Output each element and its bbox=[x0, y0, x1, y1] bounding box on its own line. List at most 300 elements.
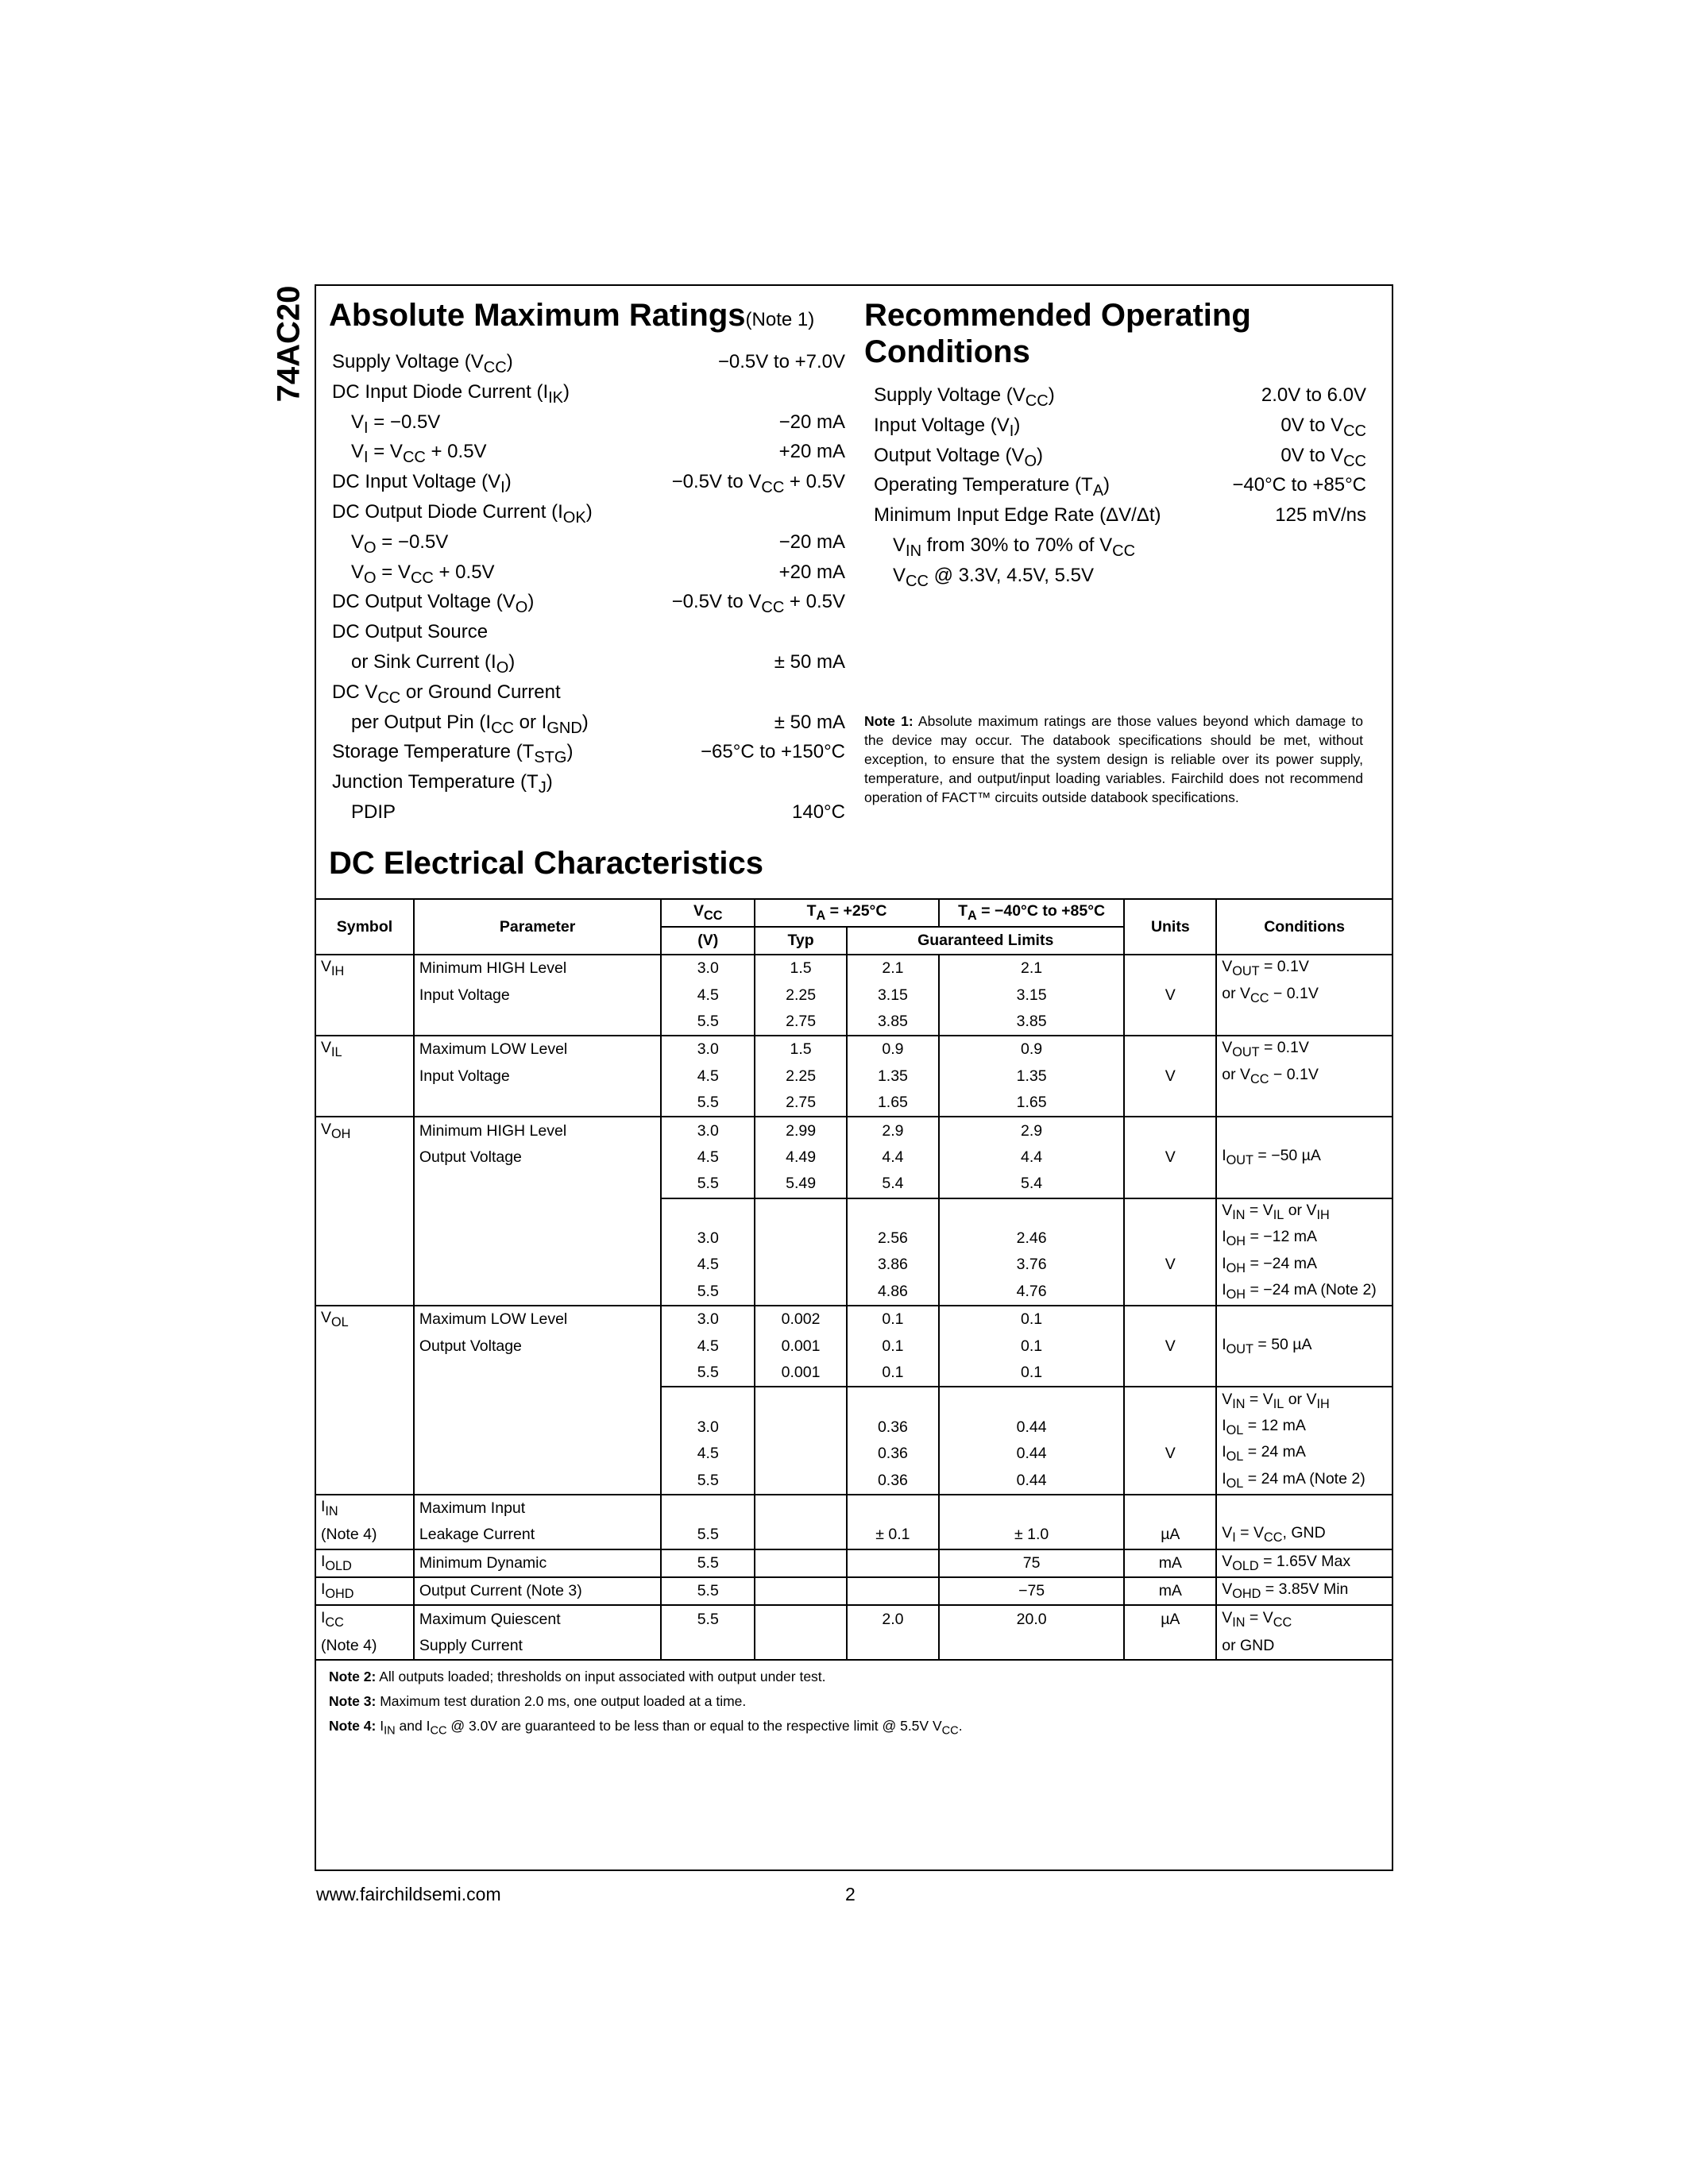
hdr-vcc: $V_{CC}$ bbox=[661, 899, 755, 927]
hdr-symbol: Symbol bbox=[315, 899, 414, 955]
cell-vcc: 3.0 bbox=[661, 1414, 755, 1441]
cell-units bbox=[1124, 1467, 1216, 1494]
cell-units bbox=[1124, 1360, 1216, 1387]
cell-parameter: Input Voltage bbox=[414, 982, 661, 1008]
cell-typ: 1.5 bbox=[755, 1036, 847, 1063]
cell-limit-25: 0.1 bbox=[847, 1360, 939, 1387]
cell-typ: 2.75 bbox=[755, 1090, 847, 1117]
cell-limit-range: −75 bbox=[939, 1577, 1125, 1605]
cell-typ bbox=[755, 1495, 847, 1522]
cell-limit-25: 0.1 bbox=[847, 1333, 939, 1359]
abs-max-label: $V_O = V_{CC} + 0.5V$ bbox=[351, 561, 495, 587]
cell-typ: 5.49 bbox=[755, 1171, 847, 1198]
cell-conditions: or $V_{CC} - 0.1V$ bbox=[1216, 1063, 1393, 1090]
cell-limit-range bbox=[939, 1198, 1125, 1225]
cell-limit-25: 0.36 bbox=[847, 1414, 939, 1441]
cell-parameter: Leakage Current bbox=[414, 1522, 661, 1549]
cell-typ bbox=[755, 1279, 847, 1306]
cell-limit-25 bbox=[847, 1387, 939, 1414]
table-row bbox=[315, 1414, 1393, 1441]
cell-typ: 2.25 bbox=[755, 1063, 847, 1090]
abs-max-row bbox=[332, 617, 845, 647]
cell-typ bbox=[755, 1577, 847, 1605]
table-notes bbox=[329, 1665, 963, 1744]
abs-max-row bbox=[332, 587, 845, 617]
cell-parameter bbox=[414, 1414, 661, 1441]
cell-limit-25: 5.4 bbox=[847, 1171, 939, 1198]
cell-conditions: or $V_{CC} - 0.1V$ bbox=[1216, 982, 1393, 1008]
rec-op-title-line2: Conditions bbox=[864, 334, 1030, 369]
table-row bbox=[315, 1036, 1393, 1063]
abs-max-label: per Output Pin ($I_{CC}$ or $I_{GND}$) bbox=[351, 711, 589, 737]
cell-typ: 2.99 bbox=[755, 1117, 847, 1144]
cell-symbol bbox=[315, 1198, 414, 1225]
cell-parameter: Maximum LOW Level bbox=[414, 1306, 661, 1333]
rec-op-label: $V_{IN}$ from 30% to 70% of $V_{CC}$ bbox=[893, 534, 1136, 560]
cell-units bbox=[1124, 1117, 1216, 1144]
hdr-ta25: $T_A = +25^\circ C$ bbox=[755, 899, 939, 927]
cell-symbol: $I_{OLD}$ bbox=[315, 1549, 414, 1577]
table-row bbox=[315, 1467, 1393, 1494]
abs-max-title-text: Absolute Maximum Ratings bbox=[329, 298, 746, 333]
cell-units bbox=[1124, 1279, 1216, 1306]
cell-symbol bbox=[315, 1252, 414, 1278]
cell-limit-25: 3.86 bbox=[847, 1252, 939, 1278]
abs-max-row bbox=[332, 407, 845, 438]
cell-limit-25: 2.56 bbox=[847, 1225, 939, 1252]
cell-limit-range: 3.76 bbox=[939, 1252, 1125, 1278]
abs-max-value: +20 mA bbox=[778, 561, 845, 583]
cell-parameter bbox=[414, 1467, 661, 1494]
cell-units bbox=[1124, 1171, 1216, 1198]
abs-max-value: ± 50 mA bbox=[774, 650, 845, 673]
cell-units: µA bbox=[1124, 1605, 1216, 1632]
cell-limit-range: 5.4 bbox=[939, 1171, 1125, 1198]
cell-conditions bbox=[1216, 1306, 1393, 1333]
abs-max-label: DC Input Voltage $(V_I)$ bbox=[332, 471, 512, 496]
cell-typ bbox=[755, 1605, 847, 1632]
note-1 bbox=[864, 712, 1363, 807]
cell-vcc bbox=[661, 1495, 755, 1522]
cell-vcc bbox=[661, 1387, 755, 1414]
side-part-number bbox=[270, 284, 308, 403]
cell-parameter bbox=[414, 1252, 661, 1278]
rec-op-label: Output Voltage $(V_O)$ bbox=[874, 444, 1044, 470]
cell-limit-range: 2.46 bbox=[939, 1225, 1125, 1252]
cell-symbol bbox=[315, 1467, 414, 1494]
cell-parameter: Maximum Input bbox=[414, 1495, 661, 1522]
cell-vcc: 5.5 bbox=[661, 1549, 755, 1577]
cell-limit-25: 2.9 bbox=[847, 1117, 939, 1144]
cell-units bbox=[1124, 1009, 1216, 1036]
cell-limit-25 bbox=[847, 1198, 939, 1225]
cell-limit-25: 3.85 bbox=[847, 1009, 939, 1036]
cell-typ: 2.25 bbox=[755, 982, 847, 1008]
cell-parameter: Maximum Quiescent bbox=[414, 1605, 661, 1632]
cell-vcc bbox=[661, 1633, 755, 1660]
cell-vcc: 3.0 bbox=[661, 1225, 755, 1252]
cell-limit-range: 1.35 bbox=[939, 1063, 1125, 1090]
cell-conditions: $I_{OH} = -12$ mA bbox=[1216, 1225, 1393, 1252]
cell-parameter bbox=[414, 1198, 661, 1225]
cell-parameter: Output Voltage bbox=[414, 1144, 661, 1171]
cell-symbol bbox=[315, 1414, 414, 1441]
dc-title: DC Electrical Characteristics bbox=[329, 846, 763, 881]
cell-conditions: $V_{IN} = V_{CC}$ bbox=[1216, 1605, 1393, 1632]
rec-op-list bbox=[874, 380, 1366, 591]
cell-typ bbox=[755, 1633, 847, 1660]
cell-limit-range: 0.1 bbox=[939, 1360, 1125, 1387]
rec-op-value: −40°C to +85°C bbox=[1232, 474, 1366, 496]
table-row bbox=[315, 955, 1393, 982]
cell-parameter: Output Current (Note 3) bbox=[414, 1577, 661, 1605]
cell-vcc: 3.0 bbox=[661, 1117, 755, 1144]
cell-conditions: $I_{OL} = 12$ mA bbox=[1216, 1414, 1393, 1441]
cell-units bbox=[1124, 1036, 1216, 1063]
cell-limit-range: 1.65 bbox=[939, 1090, 1125, 1117]
cell-typ bbox=[755, 1414, 847, 1441]
cell-typ bbox=[755, 1225, 847, 1252]
cell-parameter: Supply Current bbox=[414, 1633, 661, 1660]
cell-symbol: $V_{OL}$ bbox=[315, 1306, 414, 1333]
rec-op-label: Supply Voltage $(V_{CC})$ bbox=[874, 384, 1055, 410]
table-row bbox=[315, 1360, 1393, 1387]
cell-conditions: $V_{OUT} = 0.1V$ bbox=[1216, 955, 1393, 982]
cell-vcc: 4.5 bbox=[661, 1333, 755, 1359]
hdr-units: Units bbox=[1124, 899, 1216, 955]
cell-limit-25: ± 0.1 bbox=[847, 1522, 939, 1549]
table-row bbox=[315, 1090, 1393, 1117]
cell-parameter bbox=[414, 1225, 661, 1252]
hdr-typ: Typ bbox=[755, 927, 847, 955]
cell-limit-25: 0.36 bbox=[847, 1467, 939, 1494]
cell-units: mA bbox=[1124, 1577, 1216, 1605]
cell-limit-25 bbox=[847, 1633, 939, 1660]
rec-op-title bbox=[864, 297, 1251, 370]
cell-units: V bbox=[1124, 1441, 1216, 1467]
abs-max-row bbox=[332, 347, 845, 377]
cell-parameter bbox=[414, 1009, 661, 1036]
cell-limit-range: 0.1 bbox=[939, 1306, 1125, 1333]
cell-symbol bbox=[315, 982, 414, 1008]
note-1-text: Absolute maximum ratings are those values beyond which damage to the device may occur. The databook specifications should be met, without exception, to ensure that the system design is reliable over its power supply, temperature, and output/input loading variables. Fairchild does not recommend operation of FACT™ circuits outside databook specifications. bbox=[864, 713, 1363, 805]
table-row bbox=[315, 1633, 1393, 1660]
rec-op-row bbox=[874, 441, 1366, 471]
rec-op-value: 125 mV/ns bbox=[1275, 504, 1366, 527]
rec-op-row bbox=[874, 500, 1366, 531]
rec-op-label: Input Voltage $(V_I)$ bbox=[874, 414, 1021, 440]
rec-op-row bbox=[874, 411, 1366, 441]
cell-limit-range: 0.44 bbox=[939, 1414, 1125, 1441]
cell-symbol: $V_{IH}$ bbox=[315, 955, 414, 982]
cell-vcc: 3.0 bbox=[661, 1306, 755, 1333]
cell-typ bbox=[755, 1467, 847, 1494]
cell-units: µA bbox=[1124, 1522, 1216, 1549]
table-note bbox=[329, 1665, 963, 1689]
abs-max-value: −0.5V to $V_{CC} + 0.5V$ bbox=[671, 471, 845, 496]
cell-symbol: (Note 4) bbox=[315, 1633, 414, 1660]
cell-vcc: 5.5 bbox=[661, 1171, 755, 1198]
cell-units: V bbox=[1124, 1144, 1216, 1171]
cell-typ bbox=[755, 1198, 847, 1225]
cell-conditions: $I_{OH} = -24$ mA (Note 2) bbox=[1216, 1279, 1393, 1306]
table-row bbox=[315, 1577, 1393, 1605]
table-row bbox=[315, 1009, 1393, 1036]
side-part-number-text: 74AC20 bbox=[271, 285, 307, 403]
abs-max-row bbox=[332, 708, 845, 738]
cell-conditions: $V_{OUT} = 0.1V$ bbox=[1216, 1036, 1393, 1063]
cell-limit-range: 4.76 bbox=[939, 1279, 1125, 1306]
abs-max-label: $V_O = -0.5V$ bbox=[351, 531, 449, 557]
cell-symbol bbox=[315, 1441, 414, 1467]
table-row bbox=[315, 1495, 1393, 1522]
cell-units bbox=[1124, 1198, 1216, 1225]
table-row bbox=[315, 1144, 1393, 1171]
table-row bbox=[315, 1605, 1393, 1632]
cell-symbol bbox=[315, 1090, 414, 1117]
abs-max-row bbox=[332, 558, 845, 588]
cell-vcc: 5.5 bbox=[661, 1090, 755, 1117]
cell-limit-range: 4.4 bbox=[939, 1144, 1125, 1171]
cell-typ: 2.75 bbox=[755, 1009, 847, 1036]
table-row bbox=[315, 1522, 1393, 1549]
cell-parameter: Minimum HIGH Level bbox=[414, 1117, 661, 1144]
cell-vcc: 4.5 bbox=[661, 982, 755, 1008]
table-note-text: All outputs loaded; thresholds on input associated with output under test. bbox=[379, 1669, 826, 1684]
abs-max-label: PDIP bbox=[351, 801, 396, 823]
dc-characteristics-table bbox=[315, 898, 1393, 1661]
table-note bbox=[329, 1714, 963, 1744]
cell-limit-25: 4.4 bbox=[847, 1144, 939, 1171]
cell-parameter bbox=[414, 1279, 661, 1306]
cell-units bbox=[1124, 1414, 1216, 1441]
table-note bbox=[329, 1689, 963, 1714]
cell-parameter bbox=[414, 1171, 661, 1198]
cell-parameter bbox=[414, 1387, 661, 1414]
cell-limit-25 bbox=[847, 1549, 939, 1577]
cell-typ: 0.001 bbox=[755, 1360, 847, 1387]
cell-conditions bbox=[1216, 1360, 1393, 1387]
cell-symbol: (Note 4) bbox=[315, 1522, 414, 1549]
cell-typ bbox=[755, 1252, 847, 1278]
cell-conditions: or GND bbox=[1216, 1633, 1393, 1660]
cell-vcc: 4.5 bbox=[661, 1144, 755, 1171]
note-1-label: Note 1: bbox=[864, 713, 914, 729]
cell-symbol: $V_{OH}$ bbox=[315, 1117, 414, 1144]
cell-conditions: $I_{OUT} = -50$ µA bbox=[1216, 1144, 1393, 1171]
cell-limit-range: 20.0 bbox=[939, 1605, 1125, 1632]
cell-symbol: $I_{OHD}$ bbox=[315, 1577, 414, 1605]
hdr-conditions: Conditions bbox=[1216, 899, 1393, 955]
cell-limit-25 bbox=[847, 1495, 939, 1522]
abs-max-value: +20 mA bbox=[778, 441, 845, 463]
cell-vcc: 4.5 bbox=[661, 1063, 755, 1090]
cell-limit-25: 2.1 bbox=[847, 955, 939, 982]
abs-max-value: −0.5V to +7.0V bbox=[717, 351, 845, 372]
cell-vcc: 4.5 bbox=[661, 1252, 755, 1278]
table-row bbox=[315, 1198, 1393, 1225]
table-row bbox=[315, 982, 1393, 1008]
table-row bbox=[315, 1387, 1393, 1414]
cell-units bbox=[1124, 1306, 1216, 1333]
cell-symbol bbox=[315, 1225, 414, 1252]
cell-units: V bbox=[1124, 1252, 1216, 1278]
abs-max-row bbox=[332, 527, 845, 558]
cell-vcc: 5.5 bbox=[661, 1360, 755, 1387]
cell-vcc: 5.5 bbox=[661, 1467, 755, 1494]
cell-parameter: Minimum HIGH Level bbox=[414, 955, 661, 982]
rec-op-row bbox=[874, 531, 1366, 561]
cell-limit-range: 3.85 bbox=[939, 1009, 1125, 1036]
cell-units: V bbox=[1124, 982, 1216, 1008]
cell-symbol bbox=[315, 1171, 414, 1198]
cell-vcc: 4.5 bbox=[661, 1441, 755, 1467]
table-row bbox=[315, 1441, 1393, 1467]
abs-max-row bbox=[332, 797, 845, 828]
abs-max-row bbox=[332, 377, 845, 407]
hdr-ta-range: $T_A = -40^\circ C$ to +85°C bbox=[939, 899, 1125, 927]
footer-page-number: 2 bbox=[845, 1884, 856, 1904]
hdr-parameter: Parameter bbox=[414, 899, 661, 955]
abs-max-label: DC Output Diode Current $(I_{OK})$ bbox=[332, 500, 593, 527]
cell-conditions: $I_{OH} = -24$ mA bbox=[1216, 1252, 1393, 1278]
cell-units bbox=[1124, 1495, 1216, 1522]
rec-op-label: Minimum Input Edge Rate (ΔV/Δt) bbox=[874, 504, 1161, 527]
cell-conditions: $V_I = V_{CC}$, GND bbox=[1216, 1522, 1393, 1549]
cell-parameter: Output Voltage bbox=[414, 1333, 661, 1359]
abs-max-label: Junction Temperature $(T_J)$ bbox=[332, 771, 553, 797]
abs-max-row bbox=[332, 437, 845, 467]
table-row bbox=[315, 1117, 1393, 1144]
cell-vcc: 3.0 bbox=[661, 1036, 755, 1063]
cell-parameter: Maximum LOW Level bbox=[414, 1036, 661, 1063]
abs-max-list bbox=[332, 347, 845, 828]
cell-vcc: 5.5 bbox=[661, 1279, 755, 1306]
cell-symbol: $I_{IN}$ bbox=[315, 1495, 414, 1522]
cell-limit-range bbox=[939, 1495, 1125, 1522]
cell-conditions: $V_{IN} = V_{IL}$ or $V_{IH}$ bbox=[1216, 1387, 1393, 1414]
table-note-label: Note 4: bbox=[329, 1718, 377, 1734]
cell-units: mA bbox=[1124, 1549, 1216, 1577]
cell-limit-25: 0.36 bbox=[847, 1441, 939, 1467]
abs-max-label: DC Input Diode Current $(I_{IK})$ bbox=[332, 380, 570, 407]
cell-typ bbox=[755, 1441, 847, 1467]
cell-units bbox=[1124, 1090, 1216, 1117]
abs-max-value: −65°C to +150°C bbox=[701, 741, 845, 763]
abs-max-label: DC Output Source bbox=[332, 621, 489, 643]
cell-conditions bbox=[1216, 1090, 1393, 1117]
cell-conditions bbox=[1216, 1171, 1393, 1198]
cell-symbol bbox=[315, 1009, 414, 1036]
dc-table-body bbox=[315, 955, 1393, 1660]
cell-limit-25: 0.9 bbox=[847, 1036, 939, 1063]
cell-limit-25: 0.1 bbox=[847, 1306, 939, 1333]
cell-limit-range: 0.1 bbox=[939, 1333, 1125, 1359]
abs-max-label: Storage Temperature $(T_{STG})$ bbox=[332, 741, 574, 767]
cell-limit-range: 0.44 bbox=[939, 1441, 1125, 1467]
cell-limit-range: 0.9 bbox=[939, 1036, 1125, 1063]
rec-op-value: 0V to $V_{CC}$ bbox=[1280, 444, 1366, 470]
rec-op-label: $V_{CC}$ @ 3.3V, 4.5V, 5.5V bbox=[893, 564, 1094, 590]
cell-symbol bbox=[315, 1387, 414, 1414]
table-row bbox=[315, 1171, 1393, 1198]
table-row bbox=[315, 1279, 1393, 1306]
abs-max-row bbox=[332, 767, 845, 797]
cell-vcc: 3.0 bbox=[661, 955, 755, 982]
hdr-vcc-unit: (V) bbox=[661, 927, 755, 955]
cell-symbol: $I_{CC}$ bbox=[315, 1605, 414, 1632]
cell-typ bbox=[755, 1522, 847, 1549]
cell-parameter: Input Voltage bbox=[414, 1063, 661, 1090]
abs-max-row bbox=[332, 497, 845, 527]
cell-conditions bbox=[1216, 1009, 1393, 1036]
rec-op-title-line1: Recommended Operating bbox=[864, 298, 1251, 333]
cell-limit-range: 0.44 bbox=[939, 1467, 1125, 1494]
cell-units bbox=[1124, 1387, 1216, 1414]
cell-symbol bbox=[315, 1063, 414, 1090]
cell-conditions: $I_{OUT} = 50$ µA bbox=[1216, 1333, 1393, 1359]
abs-max-label: DC Output Voltage $(V_O)$ bbox=[332, 591, 535, 617]
cell-limit-range bbox=[939, 1387, 1125, 1414]
cell-limit-range: 2.9 bbox=[939, 1117, 1125, 1144]
table-row bbox=[315, 1225, 1393, 1252]
cell-conditions: $V_{IN} = V_{IL}$ or $V_{IH}$ bbox=[1216, 1198, 1393, 1225]
cell-limit-range bbox=[939, 1633, 1125, 1660]
cell-typ: 0.001 bbox=[755, 1333, 847, 1359]
cell-typ: 1.5 bbox=[755, 955, 847, 982]
abs-max-title bbox=[329, 297, 814, 338]
cell-vcc: 5.5 bbox=[661, 1577, 755, 1605]
abs-max-row bbox=[332, 647, 845, 677]
cell-limit-25: 1.35 bbox=[847, 1063, 939, 1090]
abs-max-value: −20 mA bbox=[778, 531, 845, 553]
cell-conditions bbox=[1216, 1495, 1393, 1522]
table-row bbox=[315, 1333, 1393, 1359]
cell-units bbox=[1124, 955, 1216, 982]
cell-units bbox=[1124, 1225, 1216, 1252]
cell-conditions: $I_{OL} = 24$ mA bbox=[1216, 1441, 1393, 1467]
footer-url: www.fairchildsemi.com bbox=[316, 1884, 501, 1904]
table-row bbox=[315, 1549, 1393, 1577]
cell-limit-25: 4.86 bbox=[847, 1279, 939, 1306]
rec-op-row bbox=[874, 380, 1366, 411]
cell-typ bbox=[755, 1549, 847, 1577]
table-row bbox=[315, 1252, 1393, 1278]
cell-units: V bbox=[1124, 1063, 1216, 1090]
cell-vcc: 5.5 bbox=[661, 1009, 755, 1036]
cell-conditions: $V_{OLD} = 1.65V$ Max bbox=[1216, 1549, 1393, 1577]
cell-conditions: $V_{OHD} = 3.85V$ Min bbox=[1216, 1577, 1393, 1605]
cell-conditions: $I_{OL} = 24$ mA (Note 2) bbox=[1216, 1467, 1393, 1494]
table-note-label: Note 3: bbox=[329, 1693, 377, 1709]
cell-units: V bbox=[1124, 1333, 1216, 1359]
cell-typ bbox=[755, 1387, 847, 1414]
rec-op-row bbox=[874, 470, 1366, 500]
table-row bbox=[315, 1063, 1393, 1090]
cell-limit-25: 2.0 bbox=[847, 1605, 939, 1632]
abs-max-value: 140°C bbox=[792, 801, 845, 823]
cell-units bbox=[1124, 1633, 1216, 1660]
cell-limit-range: 75 bbox=[939, 1549, 1125, 1577]
abs-max-row bbox=[332, 737, 845, 767]
abs-max-label: or Sink Current $(I_O)$ bbox=[351, 650, 516, 677]
cell-vcc: 5.5 bbox=[661, 1522, 755, 1549]
abs-max-label: Supply Voltage $(V_{CC})$ bbox=[332, 351, 513, 376]
abs-max-label: $V_I = -0.5V$ bbox=[351, 411, 441, 437]
table-note-text: Maximum test duration 2.0 ms, one output loaded at a time. bbox=[380, 1693, 747, 1709]
cell-limit-25: 1.65 bbox=[847, 1090, 939, 1117]
abs-max-note-ref: (Note 1) bbox=[745, 309, 815, 330]
